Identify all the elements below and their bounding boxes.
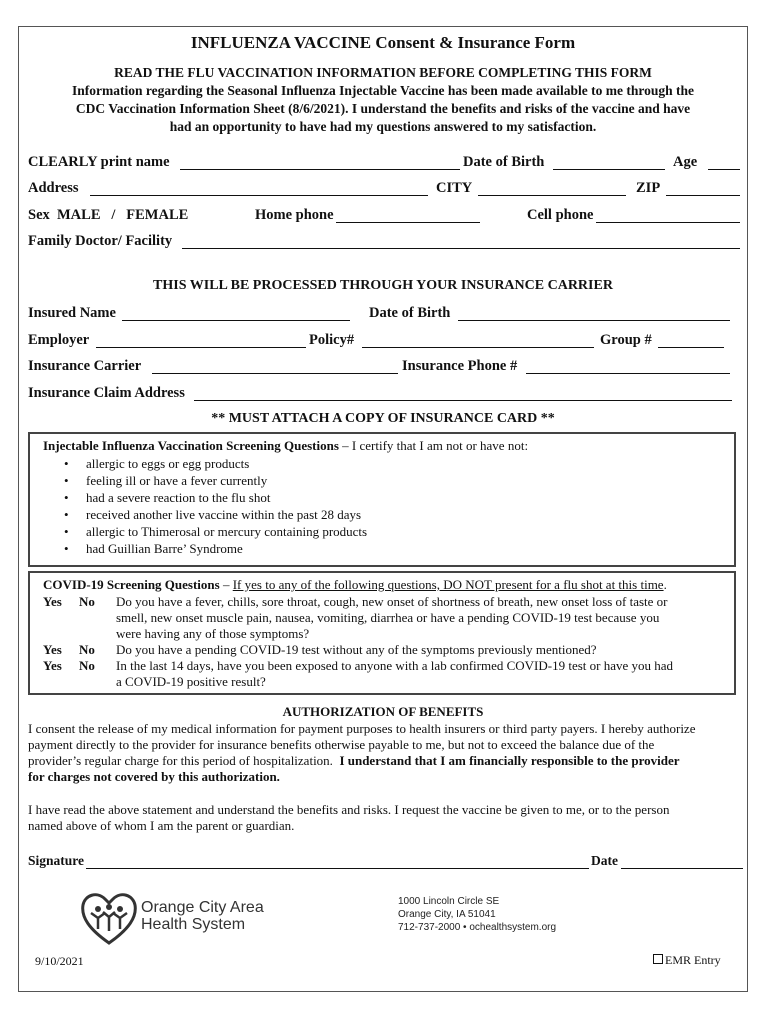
yes-option-q1[interactable]: Yes: [43, 594, 62, 609]
flu-item: • allergic to eggs or egg products: [64, 456, 250, 471]
info-line-1: Information regarding the Seasonal Influenza Injectable Vaccine has been made available to me through the: [71, 83, 694, 98]
insurance-heading: THIS WILL BE PROCESSED THROUGH YOUR INSURANCE CARRIER: [153, 278, 613, 293]
org-name-line-1: Orange City Area: [141, 899, 264, 916]
claim-address-label: Insurance Claim Address: [28, 385, 185, 401]
group-field[interactable]: [658, 347, 724, 348]
insured-name-field[interactable]: [122, 320, 350, 321]
policy-label: Policy#: [309, 332, 355, 348]
sex-options[interactable]: Sex MALE / FEMALE: [28, 207, 189, 223]
family-doctor-label: Family Doctor/ Facility: [28, 233, 173, 249]
form-title: INFLUENZA VACCINE Consent & Insurance Form: [190, 33, 576, 52]
yes-option-q3[interactable]: Yes: [43, 658, 62, 673]
covid-heading-note: If yes to any of the following questions, DO NOT present for a flu shot at this time: [232, 577, 664, 592]
authorization-heading: AUTHORIZATION OF BENEFITS: [282, 704, 484, 719]
emr-entry[interactable]: [653, 953, 721, 968]
signature-field[interactable]: [86, 868, 589, 869]
group-label: Group #: [600, 332, 652, 348]
covid-heading-end: .: [663, 577, 667, 592]
claim-address-row: [28, 385, 738, 403]
signature-row: [28, 853, 738, 871]
zip-label: ZIP: [636, 180, 661, 196]
flu-item: • had Guillian Barre’ Syndrome: [64, 541, 243, 556]
flu-screening-certify: – I certify that I am not or have not:: [338, 438, 529, 453]
covid-screening-box: [28, 571, 736, 695]
insured-row: [28, 305, 738, 323]
no-option-q1[interactable]: No: [79, 594, 95, 609]
age-field[interactable]: [708, 169, 740, 170]
insurance-phone-label: Insurance Phone #: [402, 358, 518, 374]
no-option-q2[interactable]: No: [79, 642, 95, 657]
carrier-field[interactable]: [152, 373, 398, 374]
home-phone-label: Home phone: [255, 207, 334, 223]
consent-statement-line-1: I have read the above statement and understand the benefits and risks. I request the vaccine be given to me, or to the person: [28, 802, 670, 817]
cell-phone-field[interactable]: [596, 222, 740, 223]
address-city: Orange City, IA 51041: [398, 909, 496, 920]
policy-field[interactable]: [362, 347, 594, 348]
emr-entry-label: EMR Entry: [665, 953, 721, 967]
address-street: 1000 Lincoln Circle SE: [398, 896, 500, 907]
name-row: [28, 154, 738, 172]
covid-question-3-line-2: a COVID-19 positive result?: [116, 674, 266, 689]
home-phone-field[interactable]: [336, 222, 480, 223]
signature-label: Signature: [28, 853, 85, 868]
date-label: Date: [591, 853, 618, 868]
org-address: [398, 895, 556, 934]
print-name-label: CLEARLY print name: [28, 154, 170, 170]
consent-statement-line-2: named above of whom I am the parent or guardian.: [28, 818, 295, 833]
covid-heading-dash: –: [219, 577, 233, 592]
covid-question-1-line-3: were having any of those symptoms?: [116, 626, 310, 641]
org-name-line-2: Health System: [141, 916, 246, 933]
authorization-line-2: payment directly to the provider for insurance benefits otherwise payable to me, but not to exceed the balance due of the: [28, 737, 655, 752]
covid-question-1-line-1: Do you have a fever, chills, sore throat, cough, new onset of shortness of breath, new onset loss of taste or: [116, 594, 668, 609]
claim-address-field[interactable]: [194, 400, 732, 401]
doctor-row: [28, 233, 738, 251]
covid-question-2: Do you have a pending COVID-19 test without any of the symptoms previously mentioned?: [116, 642, 597, 657]
family-doctor-field[interactable]: [182, 248, 740, 249]
print-name-field[interactable]: [180, 169, 460, 170]
dob-label: Date of Birth: [463, 154, 545, 170]
flu-item: • had a severe reaction to the flu shot: [64, 490, 271, 505]
info-line-3: had an opportunity to have had my questions answered to my satisfaction.: [169, 119, 597, 134]
date-field[interactable]: [621, 868, 743, 869]
flu-screening-box: [28, 432, 736, 567]
insured-dob-label: Date of Birth: [369, 305, 451, 321]
city-label: CITY: [436, 180, 473, 196]
checkbox-icon[interactable]: [653, 954, 663, 964]
flu-item: • allergic to Thimerosal or mercury containing products: [64, 524, 368, 539]
covid-question-1-line-2: smell, new onset muscle pain, nausea, vomiting, diarrhea or have a pending COVID-19 test because you: [116, 610, 660, 625]
address-field[interactable]: [90, 195, 428, 196]
financial-responsibility-text: I understand that I am financially responsible to the provider: [339, 753, 680, 768]
address-label: Address: [28, 180, 79, 196]
employer-row: [28, 332, 738, 350]
employer-field[interactable]: [96, 347, 306, 348]
flu-screening-heading: Injectable Influenza Vaccination Screening Questions: [43, 438, 339, 453]
org-name: [141, 899, 264, 933]
insurance-card-notice: ** MUST ATTACH A COPY OF INSURANCE CARD **: [211, 411, 555, 426]
insurance-phone-field[interactable]: [526, 373, 730, 374]
flu-item: • received another live vaccine within the past 28 days: [64, 507, 362, 522]
cell-phone-label: Cell phone: [527, 207, 594, 223]
age-label: Age: [673, 154, 698, 170]
no-option-q3[interactable]: No: [79, 658, 95, 673]
read-instruction: READ THE FLU VACCINATION INFORMATION BEFORE COMPLETING THIS FORM: [114, 65, 652, 80]
covid-heading-line: [43, 577, 667, 593]
covid-screening-heading: COVID-19 Screening Questions: [43, 577, 220, 592]
authorization-line-1: I consent the release of my medical information for payment purposes to health insurers or third party payers. I hereby authorize: [28, 721, 696, 736]
flu-item: • feeling ill or have a fever currently: [64, 473, 268, 488]
carrier-row: [28, 358, 738, 376]
city-field[interactable]: [478, 195, 626, 196]
covid-question-3-line-1: In the last 14 days, have you been exposed to anyone with a lab confirmed COVID-19 test or have you had: [116, 658, 674, 673]
address-phone-web: 712-737-2000 • ochealthsystem.org: [398, 922, 557, 933]
authorization-line-3: provider’s regular charge for this period of hospitalization. I understand that I am financially responsible to the provider: [28, 753, 680, 768]
authorization-line-4: for charges not covered by this authorization.: [28, 769, 280, 784]
insured-name-label: Insured Name: [28, 305, 116, 321]
heart-people-logo-icon: [79, 887, 139, 947]
dob-field[interactable]: [553, 169, 665, 170]
info-line-2: CDC Vaccination Information Sheet (8/6/2021). I understand the benefits and risks of the vaccine and have: [75, 101, 691, 116]
consent-form-page: [18, 26, 748, 992]
carrier-label: Insurance Carrier: [28, 358, 142, 374]
insured-dob-field[interactable]: [458, 320, 730, 321]
sex-phone-row: [28, 207, 738, 225]
form-revision-date: 9/10/2021: [35, 954, 84, 968]
flu-screening-heading-line: [43, 438, 528, 454]
zip-field[interactable]: [666, 195, 740, 196]
employer-label: Employer: [28, 332, 90, 348]
address-row: [28, 180, 738, 198]
yes-option-q2[interactable]: Yes: [43, 642, 62, 657]
